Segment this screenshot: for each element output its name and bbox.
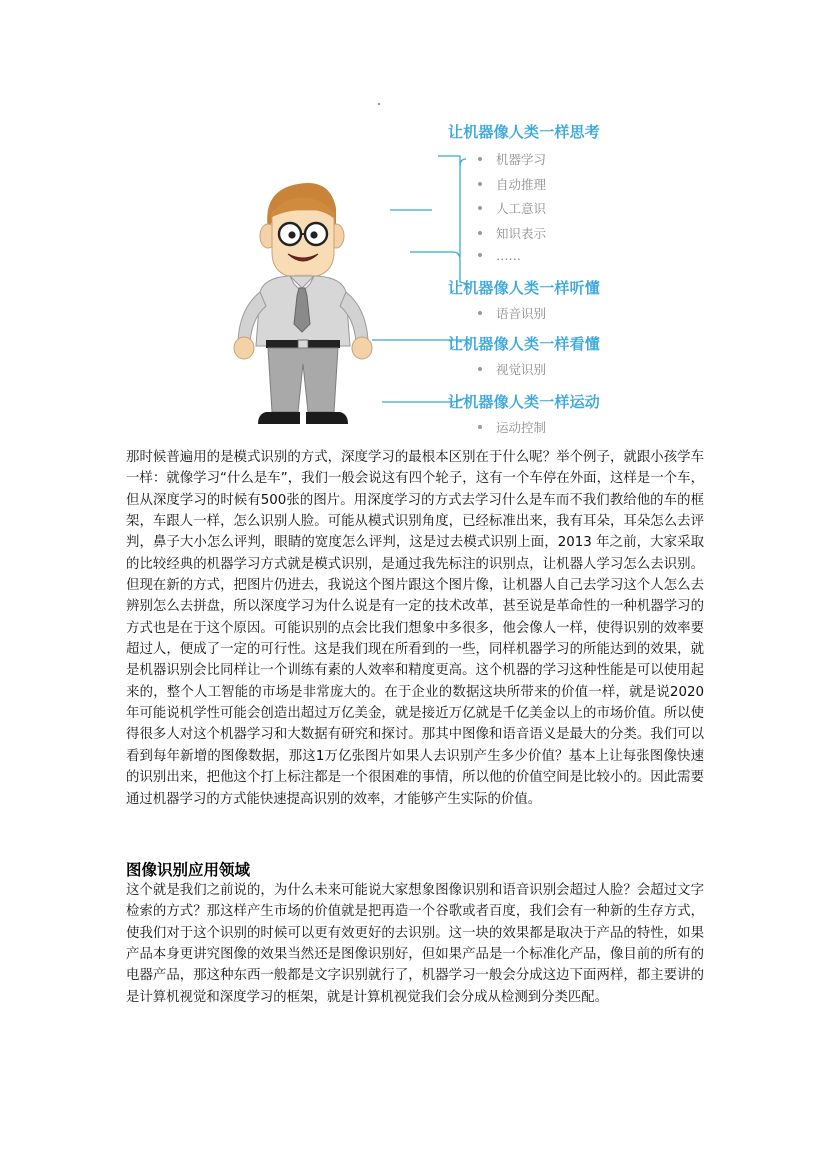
category-item: 自动推理 xyxy=(478,175,546,193)
body-paragraph-1: 那时候普遍用的是模式识别的方式，深度学习的最根本区别在于什么呢？举个例子，就跟小孩学车一样：就像学习“什么是车”，我们一般会说这有四个轮子，这有一个车停在外面，这样是一个车，但从深度学习的时候有500张的图片。用深度学习的方式去学习什么是车而不我们教给他的车的框架，车跟人一样，怎么识别人脸。可能从模式识别角度，已经标准出来，我有耳朵，耳朵怎么去评判，鼻子大小怎么评判，眼睛的宽度怎么评判，这是过去模式识别上面，2013 年之前，大家采取的比较经典的机器学习方式就是模式识别，是通过我先标注的识别点，让机器人学习怎么去识别。但现在新的方式，把图片仍进去，我说这个图片跟这个图片像，让机器人自己去学习这个人怎么去辨别怎么去拼盘，所以深度学习为什么说是有一定的技术改革，甚至说是革命性的一种机器学习的方式也是在于这个原因。可能识别的点会比我们想象中多很多，他会像人一样，使得识别的效率要超过人，便成了一定的可行性。这是我们现在所看到的一些，同样机器学习的所能达到的效果，就是机器识别会比同样让一个训练有素的人效率和精度更高。这个机器的学习这种性能是可以使用起来的，整个人工智能的市场是非常庞大的。在于企业的数据这块所带来的价值一样，就是说2020年可能说机学性可能会创造出超过万亿美金，就是接近万亿就是千亿美金以上的市场价值。所以使得很多人对这个机器学习和大数据有研究和探讨。那其中图像和语音语义是最大的分类。我们可以看到每年新增的图像数据，那这1万亿张图片如果人去识别产生多少价值？基本上让每张图像快速的识别出来，把他这个打上标注都是一个很困难的事情，所以他的价值空间是比较小的。因此需要通过机器学习的方式能快速提高识别的效率，才能够产生实际的价值。 xyxy=(126,450,704,807)
ai-capabilities-figure xyxy=(210,112,618,434)
category-item: 语音识别 xyxy=(478,304,546,322)
bullet-dot-icon xyxy=(478,182,482,186)
bullet-dot-icon xyxy=(478,206,482,210)
category-item: 运动控制 xyxy=(478,418,546,436)
cartoon-businessman-illustration xyxy=(210,112,618,434)
category-item: 人工意识 xyxy=(478,199,546,217)
body-paragraph-2: 这个就是我们之前说的，为什么未来可能说大家想象图像识别和语音识别会超过人脸？会超过文字检索的方式？那这样产生市场的价值就是把再造一个谷歌或者百度，我们会有一种新的生存方式，使我们对于这个识别的时候可以更有效更好的去识别。这一块的效果都是取决于产品的特性，如果产品本身更讲究图像的效果当然还是图像识别好，但如果产品是一个标准化产品，像目前的所有的电器产品，那这种东西一般都是文字识别就行了，机器学习一般会分成这边下面两样，都主要讲的是计算机视觉和深度学习的框架，就是计算机视觉我们会分成从检测到分类匹配。 xyxy=(126,883,704,1005)
scan-speck xyxy=(378,103,380,105)
bullet-dot-icon xyxy=(478,157,482,161)
category-title-see: 让机器像人类一样看懂 xyxy=(448,335,601,353)
category-item: 视觉识别 xyxy=(478,360,546,378)
bullet-dot-icon xyxy=(478,311,482,315)
category-title-move: 让机器像人类一样运动 xyxy=(448,393,601,411)
category-item: 机器学习 xyxy=(478,150,546,168)
category-item: …… xyxy=(478,248,521,263)
bullet-dot-icon xyxy=(478,425,482,429)
category-title-hear: 让机器像人类一样听懂 xyxy=(448,279,601,297)
bullet-dot-icon xyxy=(478,367,482,371)
bullet-dot-icon xyxy=(478,231,482,235)
category-item: 知识表示 xyxy=(478,224,546,242)
category-title-think: 让机器像人类一样思考 xyxy=(448,123,601,141)
section-heading: 图像识别应用领域 xyxy=(126,861,251,879)
bullet-dot-icon xyxy=(478,253,482,257)
